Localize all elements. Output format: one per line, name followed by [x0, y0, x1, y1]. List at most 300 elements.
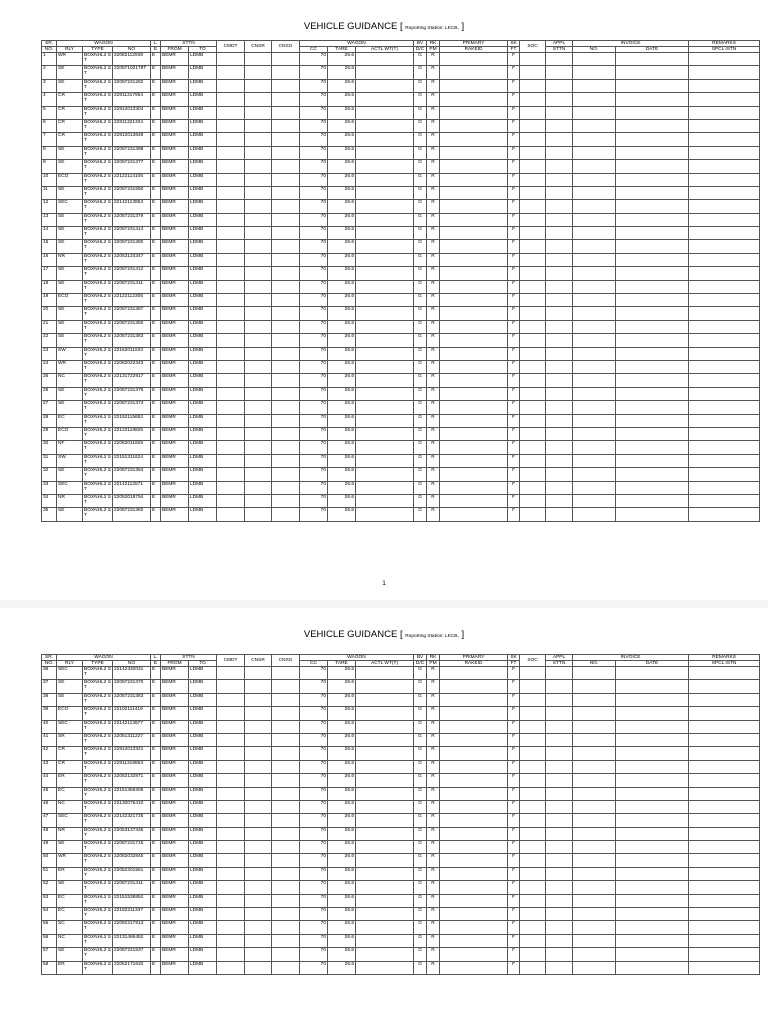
- cell-inv-no: [573, 934, 616, 947]
- cell-bv: G: [414, 720, 427, 733]
- cell-from: BEMR: [161, 454, 189, 467]
- cell-to: LDMB: [189, 427, 217, 440]
- cell-le: E: [151, 347, 161, 360]
- cell-actl: [356, 908, 414, 921]
- cell-soc: [520, 481, 546, 494]
- table-row: [42, 707, 760, 720]
- cell-sk: F: [508, 494, 520, 507]
- cell-cc: 70: [300, 800, 328, 813]
- cell-spcl: [689, 948, 760, 961]
- table-row: [42, 894, 760, 907]
- cell-inv-no: [573, 441, 616, 454]
- table-row: [42, 401, 760, 414]
- cell-inv-date: [616, 240, 689, 253]
- cell-soc: [520, 320, 546, 333]
- cell-sr: 56: [42, 934, 57, 947]
- cell-wagon-no: 22131466452: [113, 934, 151, 947]
- cell-tare: 26.6: [328, 948, 356, 961]
- cell-actl: [356, 454, 414, 467]
- cell-cc: 70: [300, 227, 328, 240]
- cell-wagon-no: 22087231379: [113, 387, 151, 400]
- table-row: [42, 934, 760, 947]
- cell-cnsg: [272, 720, 300, 733]
- cell-cc: 70: [300, 119, 328, 132]
- cell-from: BEMR: [161, 160, 189, 173]
- cell-spcl: [689, 294, 760, 307]
- cell-actl: [356, 441, 414, 454]
- cell-sr: 4: [42, 93, 57, 106]
- cell-to: LDMB: [189, 347, 217, 360]
- cell-rakeid: [440, 481, 508, 494]
- cell-cc: 70: [300, 760, 328, 773]
- cell-from: BEMR: [161, 387, 189, 400]
- cell-bv: G: [414, 227, 427, 240]
- cell-spcl: [689, 200, 760, 213]
- cell-appl-sttn: [546, 227, 573, 240]
- col-cnsr: CNSR: [245, 41, 272, 53]
- cell-type: BOXNHL2 ST: [83, 186, 113, 199]
- cell-tare: 26.6: [328, 213, 356, 226]
- cell-sk: F: [508, 320, 520, 333]
- cell-inv-date: [616, 213, 689, 226]
- cell-type: BOXNHL2 ST: [83, 79, 113, 92]
- cell-type: BOXNHL2 ST: [83, 119, 113, 132]
- cell-rk: R: [427, 79, 440, 92]
- cell-type: BOXNHL2 ST: [83, 334, 113, 347]
- cell-rakeid: [440, 240, 508, 253]
- cell-wagon-no: 22052011825: [113, 441, 151, 454]
- cell-soc: [520, 106, 546, 119]
- cell-rk: R: [427, 854, 440, 867]
- page-number: 1: [382, 580, 386, 587]
- cell-inv-date: [616, 720, 689, 733]
- cell-inv-no: [573, 93, 616, 106]
- cell-wagon-no: 22151358308: [113, 787, 151, 800]
- cell-cnsg: [272, 253, 300, 266]
- cell-actl: [356, 160, 414, 173]
- cell-cc: 70: [300, 787, 328, 800]
- cell-appl-sttn: [546, 508, 573, 521]
- cell-rly: NF: [57, 441, 83, 454]
- cell-soc: [520, 401, 546, 414]
- col-actl: ACTL WT(T): [356, 661, 414, 667]
- cell-sr: 23: [42, 347, 57, 360]
- col-remarks: REMARKS: [689, 655, 760, 661]
- cell-type: BOXNHL2 ST: [83, 106, 113, 119]
- cell-tare: 26.6: [328, 787, 356, 800]
- cell-to: LDMB: [189, 454, 217, 467]
- col-inv-no: NO.: [573, 47, 616, 53]
- cell-rakeid: [440, 119, 508, 132]
- cell-cnsg: [272, 881, 300, 894]
- cell-cnsr: [245, 827, 272, 840]
- cell-rakeid: [440, 948, 508, 961]
- cell-cnsr: [245, 133, 272, 146]
- cell-spcl: [689, 427, 760, 440]
- cell-wagon-no: 22812013304: [113, 106, 151, 119]
- cell-soc: [520, 494, 546, 507]
- cell-wagon-no: 22087231398: [113, 146, 151, 159]
- cell-le: E: [151, 66, 161, 79]
- cell-le: E: [151, 800, 161, 813]
- cell-appl-sttn: [546, 921, 573, 934]
- cell-inv-no: [573, 227, 616, 240]
- cell-cnsr: [245, 720, 272, 733]
- cell-cnsg: [272, 854, 300, 867]
- cell-cnsr: [245, 680, 272, 693]
- col-cnsg: CNSG: [272, 41, 300, 53]
- cell-rakeid: [440, 294, 508, 307]
- cell-spcl: [689, 387, 760, 400]
- cell-type: BOXNHL2 ST: [83, 494, 113, 507]
- cell-tare: 26.6: [328, 186, 356, 199]
- cell-from: BEMR: [161, 347, 189, 360]
- cell-from: BEMR: [161, 508, 189, 521]
- col-appl: APPL: [546, 655, 573, 661]
- cell-sk: F: [508, 867, 520, 880]
- cell-rakeid: [440, 401, 508, 414]
- cell-type: BOXNHL2 ST: [83, 921, 113, 934]
- cell-cmdt: [217, 387, 245, 400]
- cell-sr: 38: [42, 693, 57, 706]
- cell-cmdt: [217, 800, 245, 813]
- cell-bv: G: [414, 881, 427, 894]
- cell-sr: 43: [42, 760, 57, 773]
- cell-rakeid: [440, 280, 508, 293]
- cell-wagon-no: 22087231387: [113, 307, 151, 320]
- cell-type: BOXNHL2 ST: [83, 948, 113, 961]
- cell-tare: 26.6: [328, 707, 356, 720]
- cell-appl-sttn: [546, 454, 573, 467]
- cell-wagon-no: 22082022343: [113, 360, 151, 373]
- cell-soc: [520, 680, 546, 693]
- cell-rk: R: [427, 267, 440, 280]
- cell-soc: [520, 908, 546, 921]
- cell-inv-date: [616, 961, 689, 974]
- cell-sk: F: [508, 680, 520, 693]
- cell-cmdt: [217, 948, 245, 961]
- cell-appl-sttn: [546, 733, 573, 746]
- col-rly: RLY: [57, 47, 83, 53]
- table-row: [42, 481, 760, 494]
- col-cc: CC: [300, 47, 328, 53]
- cell-appl-sttn: [546, 760, 573, 773]
- cell-cnsr: [245, 841, 272, 854]
- cell-inv-date: [616, 774, 689, 787]
- col-soc: SOC: [520, 655, 546, 667]
- cell-inv-no: [573, 294, 616, 307]
- table-row: [42, 66, 760, 79]
- cell-rly: SEC: [57, 667, 83, 680]
- cell-rly: SEC: [57, 720, 83, 733]
- cell-wagon-no: 22087231382: [113, 508, 151, 521]
- cell-cmdt: [217, 53, 245, 66]
- cell-cmdt: [217, 494, 245, 507]
- cell-to: LDMB: [189, 360, 217, 373]
- cell-bv: G: [414, 760, 427, 773]
- cell-rly: SE: [57, 401, 83, 414]
- col-actl: ACTL WT(T): [356, 47, 414, 53]
- cell-from: BEMR: [161, 934, 189, 947]
- cell-soc: [520, 841, 546, 854]
- cell-cc: 70: [300, 948, 328, 961]
- cell-rk: R: [427, 146, 440, 159]
- cell-rakeid: [440, 454, 508, 467]
- cell-bv: G: [414, 414, 427, 427]
- cell-type: BOXNHL2 ST: [83, 961, 113, 974]
- cell-inv-no: [573, 119, 616, 132]
- cell-soc: [520, 253, 546, 266]
- cell-inv-date: [616, 294, 689, 307]
- cell-sk: F: [508, 294, 520, 307]
- cell-rakeid: [440, 934, 508, 947]
- cell-actl: [356, 921, 414, 934]
- cell-sk: F: [508, 186, 520, 199]
- cell-spcl: [689, 508, 760, 521]
- col-rakeid: RAKEID: [440, 47, 508, 53]
- cell-inv-date: [616, 481, 689, 494]
- cell-bv: G: [414, 961, 427, 974]
- cell-tare: 26.6: [328, 374, 356, 387]
- cell-cc: 70: [300, 867, 328, 880]
- cell-type: BOXNHL2 ST: [83, 133, 113, 146]
- col-inv-no: NO.: [573, 661, 616, 667]
- cell-cc: 70: [300, 213, 328, 226]
- cell-bv: G: [414, 240, 427, 253]
- cell-soc: [520, 414, 546, 427]
- cell-rk: R: [427, 454, 440, 467]
- cell-cmdt: [217, 401, 245, 414]
- col-cmdt: CMDT: [217, 655, 245, 667]
- cell-sk: F: [508, 53, 520, 66]
- cell-spcl: [689, 800, 760, 813]
- cell-cnsg: [272, 280, 300, 293]
- cell-to: LDMB: [189, 774, 217, 787]
- cell-sr: 11: [42, 186, 57, 199]
- col-wagon2-group: WAGON: [300, 655, 414, 661]
- cell-tare: 26.6: [328, 814, 356, 827]
- cell-rakeid: [440, 106, 508, 119]
- cell-wagon-no: 22130075410: [113, 800, 151, 813]
- cell-cc: 70: [300, 881, 328, 894]
- cell-rakeid: [440, 733, 508, 746]
- table-row: [42, 747, 760, 760]
- cell-type: BOXNHL2 ST: [83, 93, 113, 106]
- cell-spcl: [689, 53, 760, 66]
- cell-le: E: [151, 454, 161, 467]
- cell-bv: G: [414, 800, 427, 813]
- cell-actl: [356, 93, 414, 106]
- cell-cnsr: [245, 267, 272, 280]
- cell-cmdt: [217, 360, 245, 373]
- cell-sk: F: [508, 787, 520, 800]
- cell-cmdt: [217, 934, 245, 947]
- cell-rakeid: [440, 133, 508, 146]
- cell-sr: 20: [42, 307, 57, 320]
- cell-tare: 26.6: [328, 720, 356, 733]
- cell-rakeid: [440, 760, 508, 773]
- cell-rly: SE: [57, 841, 83, 854]
- cell-le: E: [151, 427, 161, 440]
- cell-sk: F: [508, 841, 520, 854]
- cell-tare: 26.6: [328, 508, 356, 521]
- cell-cc: 70: [300, 334, 328, 347]
- cell-spcl: [689, 160, 760, 173]
- cell-to: LDMB: [189, 707, 217, 720]
- col-from: FROM: [161, 47, 189, 53]
- cell-to: LDMB: [189, 827, 217, 840]
- cell-cnsr: [245, 119, 272, 132]
- cell-rly: SEC: [57, 481, 83, 494]
- cell-rly: ER: [57, 867, 83, 880]
- cell-inv-date: [616, 401, 689, 414]
- cell-cnsr: [245, 854, 272, 867]
- cell-le: E: [151, 948, 161, 961]
- cell-cmdt: [217, 267, 245, 280]
- cell-spcl: [689, 280, 760, 293]
- cell-cnsr: [245, 747, 272, 760]
- table-row: [42, 173, 760, 186]
- cell-actl: [356, 787, 414, 800]
- cell-sr: 41: [42, 733, 57, 746]
- col-remarks: REMARKS: [689, 41, 760, 47]
- cell-le: E: [151, 481, 161, 494]
- cell-to: LDMB: [189, 173, 217, 186]
- cell-to: LDMB: [189, 468, 217, 481]
- cell-inv-no: [573, 961, 616, 974]
- cell-actl: [356, 481, 414, 494]
- cell-soc: [520, 508, 546, 521]
- cell-cnsr: [245, 374, 272, 387]
- cell-cmdt: [217, 481, 245, 494]
- cell-cmdt: [217, 186, 245, 199]
- cell-inv-date: [616, 733, 689, 746]
- cell-soc: [520, 213, 546, 226]
- cell-inv-no: [573, 374, 616, 387]
- cell-cmdt: [217, 894, 245, 907]
- cell-cc: 70: [300, 680, 328, 693]
- cell-bv: G: [414, 186, 427, 199]
- cell-spcl: [689, 253, 760, 266]
- cell-type: BOXNHL2 ST: [83, 693, 113, 706]
- cell-sr: 16: [42, 253, 57, 266]
- cell-sk: F: [508, 800, 520, 813]
- cell-sr: 34: [42, 494, 57, 507]
- cell-actl: [356, 733, 414, 746]
- table-row: [42, 213, 760, 226]
- cell-wagon-no: 22142112571: [113, 481, 151, 494]
- cell-sk: F: [508, 360, 520, 373]
- table-row: [42, 841, 760, 854]
- cell-spcl: [689, 227, 760, 240]
- cell-wagon-no: 22811317954: [113, 93, 151, 106]
- cell-rk: R: [427, 867, 440, 880]
- cell-cnsr: [245, 253, 272, 266]
- cell-cnsg: [272, 827, 300, 840]
- cell-appl-sttn: [546, 374, 573, 387]
- cell-appl-sttn: [546, 693, 573, 706]
- col-tare: TARE: [328, 47, 356, 53]
- cell-bv: G: [414, 948, 427, 961]
- cell-cnsr: [245, 427, 272, 440]
- cell-tare: 26.6: [328, 347, 356, 360]
- cell-actl: [356, 854, 414, 867]
- cell-le: E: [151, 854, 161, 867]
- table-row: [42, 240, 760, 253]
- cell-from: BEMR: [161, 401, 189, 414]
- cell-spcl: [689, 347, 760, 360]
- cell-cmdt: [217, 106, 245, 119]
- cell-inv-date: [616, 841, 689, 854]
- cell-spcl: [689, 173, 760, 186]
- col-inv-date: DATE: [616, 47, 689, 53]
- cell-wagon-no: 22087231715: [113, 841, 151, 854]
- cell-soc: [520, 93, 546, 106]
- guidance-table: [41, 40, 760, 522]
- cell-le: E: [151, 494, 161, 507]
- cell-inv-date: [616, 66, 689, 79]
- cell-type: BOXNHL2 ST: [83, 894, 113, 907]
- cell-sr: 8: [42, 146, 57, 159]
- cell-rakeid: [440, 680, 508, 693]
- cell-wagon-no: 22087231370: [113, 680, 151, 693]
- col-ft: FT: [508, 47, 520, 53]
- cell-sr: 25: [42, 374, 57, 387]
- cell-bv: G: [414, 374, 427, 387]
- cell-rly: EC: [57, 894, 83, 907]
- cell-wagon-no: 22087231384: [113, 468, 151, 481]
- cell-wagon-no: 22122112305: [113, 294, 151, 307]
- cell-inv-date: [616, 894, 689, 907]
- cell-actl: [356, 841, 414, 854]
- cell-to: LDMB: [189, 280, 217, 293]
- cell-inv-no: [573, 387, 616, 400]
- cell-soc: [520, 720, 546, 733]
- cell-rakeid: [440, 921, 508, 934]
- cell-actl: [356, 186, 414, 199]
- cell-bv: G: [414, 280, 427, 293]
- cell-soc: [520, 200, 546, 213]
- cell-wagon-no: 22151311624: [113, 454, 151, 467]
- cell-from: BEMR: [161, 667, 189, 680]
- col-sk: SK: [508, 41, 520, 47]
- cell-rly: ECO: [57, 294, 83, 307]
- cell-rly: SE: [57, 267, 83, 280]
- table-row: [42, 827, 760, 840]
- col-rk: RK: [427, 655, 440, 661]
- cell-inv-no: [573, 908, 616, 921]
- cell-spcl: [689, 921, 760, 934]
- cell-spcl: [689, 66, 760, 79]
- cell-actl: [356, 119, 414, 132]
- cell-type: BOXNHL2 ST: [83, 707, 113, 720]
- cell-type: BOXNHL2 ST: [83, 481, 113, 494]
- cell-type: BOXNHL2 ST: [83, 760, 113, 773]
- cell-rly: NR: [57, 827, 83, 840]
- cell-inv-date: [616, 387, 689, 400]
- cell-cmdt: [217, 921, 245, 934]
- cell-bv: G: [414, 320, 427, 333]
- cell-sr: 35: [42, 508, 57, 521]
- cell-rk: R: [427, 427, 440, 440]
- cell-tare: 26.6: [328, 468, 356, 481]
- cell-actl: [356, 79, 414, 92]
- cell-soc: [520, 867, 546, 880]
- cell-to: LDMB: [189, 253, 217, 266]
- cell-appl-sttn: [546, 253, 573, 266]
- cell-cnsg: [272, 948, 300, 961]
- cell-soc: [520, 934, 546, 947]
